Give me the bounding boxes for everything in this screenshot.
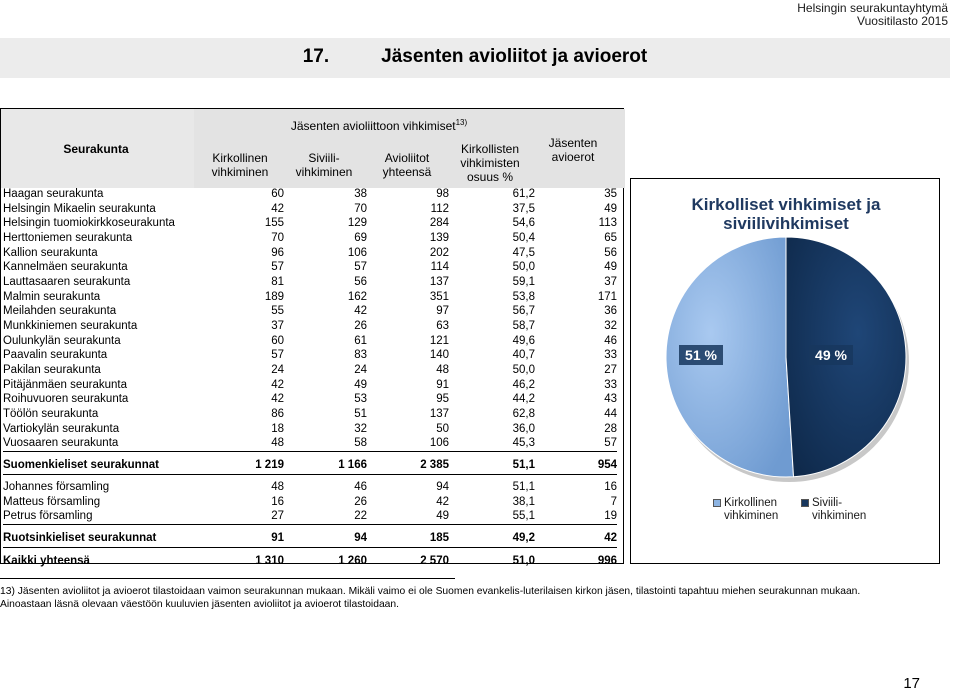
col-header-church-line2: vihkiminen: [211, 165, 269, 179]
cell-value: 46: [604, 334, 617, 347]
cell-value: 121: [429, 334, 449, 347]
col-header-divorces: [533, 136, 613, 164]
data-table: [3, 187, 617, 570]
row-label: Lauttasaaren seurakunta: [3, 275, 131, 288]
cell-value: 53,8: [512, 290, 535, 303]
cell-value: 49,2: [512, 532, 535, 545]
row-label: Meilahden seurakunta: [3, 305, 117, 318]
cell-value: 48: [436, 364, 449, 377]
cell-value: 63: [436, 320, 449, 333]
page-number: 17: [903, 675, 920, 692]
cell-value: 129: [347, 217, 367, 230]
cell-value: 86: [271, 408, 284, 421]
table-row: [3, 187, 617, 202]
table-row: [3, 363, 617, 378]
cell-value: 56: [604, 246, 617, 259]
cell-value: 60: [271, 334, 284, 347]
legend-church-line1: Kirkollinen: [724, 497, 778, 509]
group-header-text: Jäsenten avioliittoon vihkimiset: [290, 119, 456, 133]
chart-title-line1: Kirkolliset vihkimiset ja: [691, 195, 881, 214]
col-header-divorces-line1: Jäsenten: [548, 136, 598, 150]
table-row: [3, 216, 617, 231]
legend-item-church: [713, 497, 778, 523]
footnote-line1: 13) Jäsenten avioliitot ja avioerot tilastoidaan vaimon seurakunnan mukaan. Mikäli vaimo ei ole Suomen evankelis-luterilaisen kirkon jäsen, tilastointi tapahtuu miehen seurakunnan mukaan.: [0, 586, 861, 597]
row-label: Paavalin seurakunta: [3, 349, 108, 362]
cell-value: 47,5: [512, 246, 535, 259]
col-header-church-line1: Kirkollinen: [212, 151, 268, 165]
row-label: Töölön seurakunta: [3, 408, 99, 421]
table-row: [3, 246, 617, 261]
cell-value: 27: [271, 510, 284, 523]
table-row: [3, 349, 617, 364]
row-label: Kallion seurakunta: [3, 246, 98, 259]
cell-value: 996: [597, 555, 617, 568]
cell-value: 51,1: [512, 459, 535, 472]
cell-value: 1 310: [255, 555, 284, 568]
cell-value: 50,0: [512, 261, 535, 274]
cell-value: 33: [604, 378, 617, 391]
row-label: Kaikki yhteensä: [3, 555, 90, 568]
table-row: [3, 437, 617, 452]
table-row: [3, 305, 617, 320]
cell-value: 155: [264, 217, 284, 230]
legend-swatch-church: [713, 499, 721, 507]
cell-value: 42: [271, 202, 284, 215]
cell-value: 106: [347, 246, 367, 259]
cell-value: 59,1: [512, 275, 535, 288]
row-label: Johannes församling: [3, 481, 110, 494]
row-label: Suomenkieliset seurakunnat: [3, 459, 159, 472]
cell-value: 27: [604, 364, 617, 377]
cell-value: 49: [436, 510, 449, 523]
cell-value: 36: [604, 305, 617, 318]
cell-value: 61,2: [512, 187, 535, 200]
row-label: Matteus församling: [3, 495, 101, 508]
table-row: [3, 260, 617, 275]
subtotal-row-finnish: [3, 457, 617, 474]
cell-value: 26: [354, 320, 367, 333]
cell-value: 37,5: [512, 202, 535, 215]
cell-value: 113: [598, 217, 617, 230]
title-number: 17.: [302, 46, 330, 67]
cell-value: 137: [429, 408, 449, 421]
cell-value: 91: [436, 378, 449, 391]
cell-value: 95: [436, 393, 449, 406]
legend-civil-line1: Siviili-: [812, 497, 843, 509]
cell-value: 351: [429, 290, 449, 303]
pie-svg: [631, 179, 941, 565]
cell-value: 48: [271, 437, 284, 450]
cell-value: 112: [430, 202, 449, 215]
col-header-share-line2: vihkimisten: [460, 156, 520, 170]
table-row: [3, 510, 617, 525]
cell-value: 81: [271, 275, 284, 288]
footnote-divider: [0, 578, 455, 579]
cell-value: 32: [604, 320, 617, 333]
col-header-divorces-line2: avioerot: [551, 150, 595, 164]
cell-value: 114: [430, 261, 449, 274]
col-header-share-line3: osuus %: [466, 170, 514, 184]
table-row: [3, 231, 617, 246]
cell-value: 202: [429, 246, 449, 259]
cell-value: 57: [271, 349, 284, 362]
row-label: Helsingin Mikaelin seurakunta: [3, 202, 156, 215]
cell-value: 37: [271, 320, 284, 333]
col-header-total: [367, 151, 447, 179]
cell-value: 33: [604, 349, 617, 362]
data-label-civil: 49 %: [815, 347, 847, 363]
col-header-civil: [285, 151, 363, 179]
cell-value: 48: [271, 481, 284, 494]
pie-chart: [630, 178, 940, 564]
row-label: Munkkiniemen seurakunta: [3, 320, 138, 333]
col-header-civil-line1: Siviili-: [308, 151, 340, 165]
cell-value: 46,2: [512, 378, 535, 391]
cell-value: 57: [271, 261, 284, 274]
subtotal-row-swedish: [3, 530, 617, 547]
row-label: Petrus församling: [3, 510, 93, 523]
legend-civil-line2: vihkiminen: [812, 510, 867, 522]
cell-value: 96: [271, 246, 284, 259]
cell-value: 70: [271, 231, 284, 244]
cell-value: 38: [354, 187, 367, 200]
cell-value: 42: [436, 495, 449, 508]
cell-value: 98: [436, 187, 449, 200]
cell-value: 32: [354, 422, 367, 435]
cell-value: 36,0: [512, 422, 535, 435]
table-row: [3, 495, 617, 510]
cell-value: 50: [436, 422, 449, 435]
legend-label-civil: [812, 497, 866, 523]
col-header-total-line1: Avioliitot: [384, 151, 430, 165]
cell-value: 51,0: [512, 555, 535, 568]
cell-value: 139: [429, 231, 449, 244]
cell-value: 58,7: [512, 320, 535, 333]
cell-value: 69: [354, 231, 367, 244]
col-header-civil-line2: vihkiminen: [295, 165, 353, 179]
col-header-share: [449, 142, 531, 184]
cell-value: 83: [354, 349, 367, 362]
cell-value: 42: [354, 305, 367, 318]
cell-value: 22: [354, 510, 367, 523]
cell-value: 24: [354, 364, 367, 377]
cell-value: 54,6: [512, 217, 535, 230]
cell-value: 56: [354, 275, 367, 288]
cell-value: 91: [271, 532, 284, 545]
table-row: [3, 393, 617, 408]
cell-value: 45,3: [512, 437, 535, 450]
cell-value: 28: [604, 422, 617, 435]
publication-name: Vuositilasto 2015: [857, 14, 948, 28]
cell-value: 94: [436, 481, 449, 494]
cell-value: 954: [597, 459, 617, 472]
cell-value: 7: [610, 495, 617, 508]
cell-value: 44,2: [512, 393, 535, 406]
cell-value: 44: [604, 408, 617, 421]
cell-value: 43: [604, 393, 617, 406]
grand-total-row: [3, 553, 617, 570]
cell-value: 49,6: [512, 334, 535, 347]
table-row: [3, 480, 617, 495]
cell-value: 51: [354, 408, 367, 421]
cell-value: 1 219: [255, 459, 284, 472]
cell-value: 61: [354, 334, 367, 347]
cell-value: 46: [354, 481, 367, 494]
cell-value: 42: [271, 393, 284, 406]
org-name: Helsingin seurakuntayhtymä: [797, 1, 948, 15]
cell-value: 56,7: [512, 305, 535, 318]
col-group-header: [259, 116, 499, 133]
cell-value: 16: [271, 495, 284, 508]
row-label: Kannelmäen seurakunta: [3, 261, 128, 274]
cell-value: 42: [604, 532, 617, 545]
row-label: Vuosaaren seurakunta: [3, 437, 119, 450]
table-row: [3, 378, 617, 393]
footnote-ref: 13): [455, 118, 468, 127]
col-header-parish: Seurakunta: [63, 142, 129, 156]
table-row: [3, 290, 617, 305]
cell-value: 185: [429, 532, 449, 545]
legend-swatch-civil: [801, 499, 809, 507]
row-label: Oulunkylän seurakunta: [3, 334, 121, 347]
row-label: Pakilan seurakunta: [3, 364, 101, 377]
cell-value: 162: [347, 290, 367, 303]
cell-value: 49: [604, 202, 617, 215]
cell-value: 18: [271, 422, 284, 435]
cell-value: 35: [604, 187, 617, 200]
row-label: Herttoniemen seurakunta: [3, 231, 133, 244]
cell-value: 2 570: [420, 555, 449, 568]
row-label: Haagan seurakunta: [3, 187, 104, 200]
cell-value: 106: [429, 437, 449, 450]
table-row: [3, 422, 617, 437]
cell-value: 50,4: [512, 231, 535, 244]
cell-value: 97: [436, 305, 449, 318]
cell-value: 2 385: [420, 459, 449, 472]
cell-value: 57: [354, 261, 367, 274]
cell-value: 1 260: [338, 555, 367, 568]
cell-value: 49: [604, 261, 617, 274]
cell-value: 24: [271, 364, 284, 377]
chart-title-line2: siviilivihkimiset: [723, 214, 849, 233]
cell-value: 38,1: [512, 495, 535, 508]
cell-value: 140: [429, 349, 449, 362]
cell-value: 37: [604, 275, 617, 288]
cell-value: 70: [354, 202, 367, 215]
cell-value: 19: [604, 510, 617, 523]
cell-value: 65: [604, 231, 617, 244]
cell-value: 171: [597, 290, 617, 303]
table-row: [3, 407, 617, 422]
page-title: [0, 46, 950, 68]
table-row: [3, 202, 617, 217]
col-header-church: [199, 151, 281, 179]
cell-value: 26: [354, 495, 367, 508]
cell-value: 57: [604, 437, 617, 450]
col-header-total-line2: yhteensä: [382, 165, 432, 179]
cell-value: 53: [354, 393, 367, 406]
legend-label-church: [724, 497, 778, 523]
row-label: Pitäjänmäen seurakunta: [3, 378, 128, 391]
cell-value: 49: [354, 378, 367, 391]
table-row: [3, 334, 617, 349]
title-text: Jäsenten avioliitot ja avioerot: [381, 46, 648, 67]
cell-value: 60: [271, 187, 284, 200]
cell-value: 137: [429, 275, 449, 288]
cell-value: 189: [264, 290, 284, 303]
cell-value: 55: [271, 305, 284, 318]
row-label: Roihuvuoren seurakunta: [3, 393, 129, 406]
cell-value: 40,7: [512, 349, 535, 362]
row-label: Helsingin tuomiokirkkoseurakunta: [3, 217, 175, 230]
cell-value: 94: [354, 532, 367, 545]
cell-value: 62,8: [512, 408, 535, 421]
cell-value: 55,1: [512, 510, 535, 523]
cell-value: 16: [604, 481, 617, 494]
cell-value: 284: [429, 217, 449, 230]
row-label: Ruotsinkieliset seurakunnat: [3, 532, 157, 545]
table-row: [3, 319, 617, 334]
row-label: Malmin seurakunta: [3, 290, 101, 303]
cell-value: 50,0: [512, 364, 535, 377]
table-row: [3, 275, 617, 290]
col-header-share-line1: Kirkollisten: [460, 142, 520, 156]
cell-value: 1 166: [338, 459, 367, 472]
cell-value: 58: [354, 437, 367, 450]
legend-church-line2: vihkiminen: [724, 510, 779, 522]
cell-value: 51,1: [512, 481, 535, 494]
document-header: [797, 2, 948, 28]
footnote: [0, 585, 860, 611]
data-label-church: 51 %: [685, 347, 717, 363]
row-label: Vartiokylän seurakunta: [3, 422, 120, 435]
legend-item-civil: [801, 497, 866, 523]
footnote-line2: Ainoastaan läsnä olevaan väestöön kuuluvien jäsenten avioliitot ja avioerot tilastoidaan.: [0, 599, 399, 610]
cell-value: 42: [271, 378, 284, 391]
